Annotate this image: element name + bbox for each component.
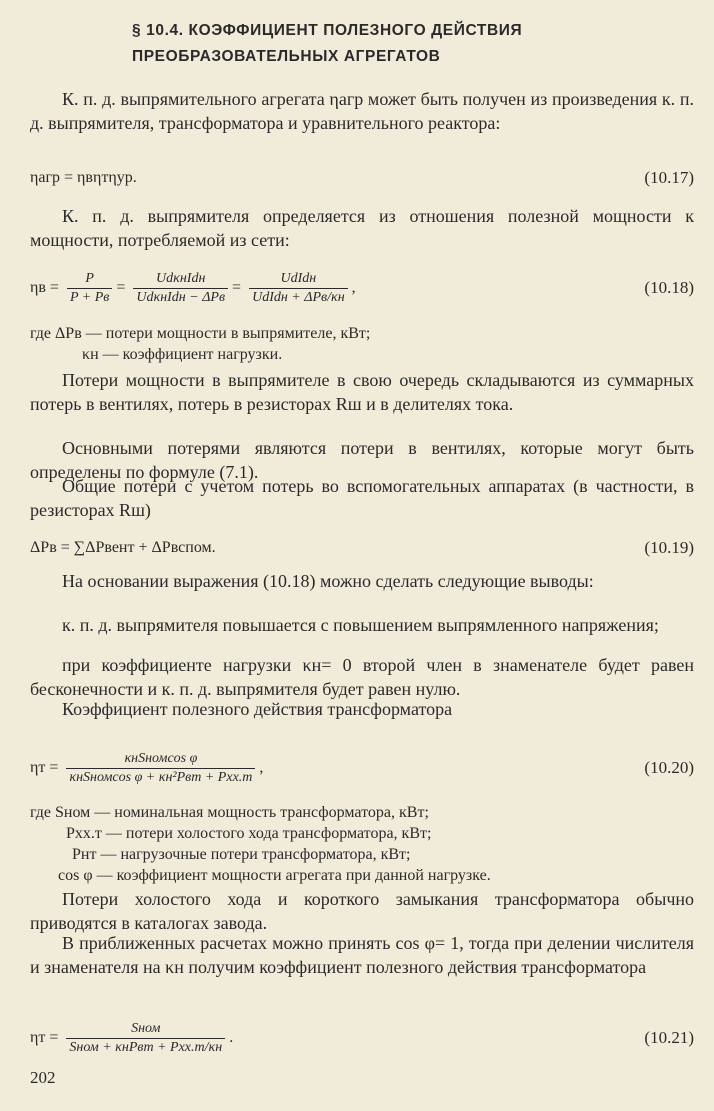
- equation-number: (10.19): [644, 538, 694, 557]
- denominator: κнSномcos φ + κн²Pвт + Pхх.т: [66, 768, 255, 787]
- definition-line: где Sном — номинальная мощность трансформатора, кВт;: [30, 804, 429, 821]
- numerator: κнSномcos φ: [124, 750, 198, 766]
- page-number: 202: [30, 1068, 56, 1087]
- paragraph-3: Потери мощности в выпрямителе в свою очередь складываются из суммарных потерь в вентилях, потерь в резисторах Rш и в делителях тока.: [30, 370, 694, 414]
- equation-tail: ,: [259, 759, 264, 776]
- paragraph-5: Общие потери с учетом потерь во вспомогательных аппаратах (в частности, в резисторах Rш): [30, 476, 694, 520]
- equation-number: (10.20): [644, 758, 694, 777]
- equation-10-20: [30, 744, 694, 792]
- paragraph-4: Основными потерями являются потери в вентилях, которые могут быть определены по формуле (7.1).: [30, 438, 694, 482]
- equation-tail: .: [229, 1029, 234, 1046]
- fraction: [67, 270, 112, 307]
- denominator: P + Pв: [67, 288, 112, 307]
- equation-lhs: ηт =: [30, 1029, 59, 1046]
- definitions-10-18: [30, 323, 370, 365]
- numerator: UdκнIdн: [156, 270, 206, 286]
- numerator: P: [85, 270, 94, 286]
- definition-line: где ΔPв — потери мощности в выпрямителе, кВт;: [30, 325, 371, 342]
- paragraph-10: Потери холостого хода и короткого замыкания трансформатора обычно приводятся в каталогах завода.: [30, 889, 694, 933]
- equation-10-18: ηв = $\frac{P}{P + Pв}$ = $\frac{\text{UdκнIdн}}{\text{UdκнIdн − ΔPв}}$ = $\frac{\text{UdIdн}}{\text{UdIdн + ΔPв/κн}}$ , (10.18): [30, 266, 694, 310]
- numerator: UdIdн: [280, 270, 317, 286]
- numerator: Sном: [131, 1020, 161, 1036]
- equation-body: ηагр = ηвηтηур.: [30, 169, 137, 186]
- paragraph-8: при коэффициенте нагрузки κн= 0 второй член в знаменателе будет равен бесконечности и к. п. д. выпрямителя будет равен нулю.: [30, 655, 694, 699]
- fraction: [66, 1020, 225, 1057]
- definition-line: κн — коэффициент нагрузки.: [82, 346, 283, 363]
- denominator: Sном + κнPвт + Pхх.т/κн: [66, 1038, 225, 1057]
- paragraph-2: К. п. д. выпрямителя определяется из отношения полезной мощности к мощности, потребляемой из сети:: [30, 206, 694, 250]
- equation-lhs: ηв =: [30, 279, 59, 296]
- equation-tail: ,: [351, 279, 356, 296]
- equation-number: (10.21): [644, 1028, 694, 1047]
- definition-line: Pнт — нагрузочные потери трансформатора, кВт;: [72, 846, 411, 863]
- paragraph-1: К. п. д. выпрямительного агрегата ηагр может быть получен из произведения к. п. д. выпрямителя, трансформатора и уравнительного реактора:: [30, 89, 694, 133]
- fraction: [133, 270, 228, 307]
- fraction: [249, 270, 348, 307]
- paragraph-6: На основании выражения (10.18) можно сделать следующие выводы:: [62, 571, 594, 591]
- heading-line-2: ПРЕОБРАЗОВАТЕЛЬНЫХ АГРЕГАТОВ: [132, 48, 441, 65]
- heading-line-1: § 10.4. КОЭФФИЦИЕНТ ПОЛЕЗНОГО ДЕЙСТВИЯ: [132, 22, 523, 39]
- equation-number: (10.18): [644, 278, 694, 297]
- equation-number: (10.17): [644, 168, 694, 187]
- equation-10-19: [30, 533, 694, 563]
- equation-10-21: [30, 1016, 694, 1060]
- fraction: [66, 750, 255, 787]
- definition-line: cos φ — коэффициент мощности агрегата при данной нагрузке.: [58, 867, 491, 884]
- paragraph-9: Коэффициент полезного действия трансформатора: [62, 699, 453, 719]
- denominator: UdκнIdн − ΔPв: [133, 288, 228, 307]
- definition-line: Pхх.т — потери холостого хода трансформатора, кВт;: [66, 825, 432, 842]
- definitions-10-20: [30, 802, 491, 886]
- equation-10-17: [30, 163, 694, 193]
- equation-lhs: ηт =: [30, 759, 59, 776]
- paragraph-11: В приближенных расчетах можно принять cos φ= 1, тогда при делении числителя и знаменателя на κн получим коэффициент полезного действия трансформатора: [30, 933, 694, 977]
- denominator: UdIdн + ΔPв/κн: [249, 288, 348, 307]
- equation-body: ΔPв = ∑ΔPвент + ΔPвспом.: [30, 539, 216, 556]
- section-heading: [132, 18, 692, 70]
- paragraph-7: к. п. д. выпрямителя повышается с повышением выпрямленного напряжения;: [62, 615, 659, 635]
